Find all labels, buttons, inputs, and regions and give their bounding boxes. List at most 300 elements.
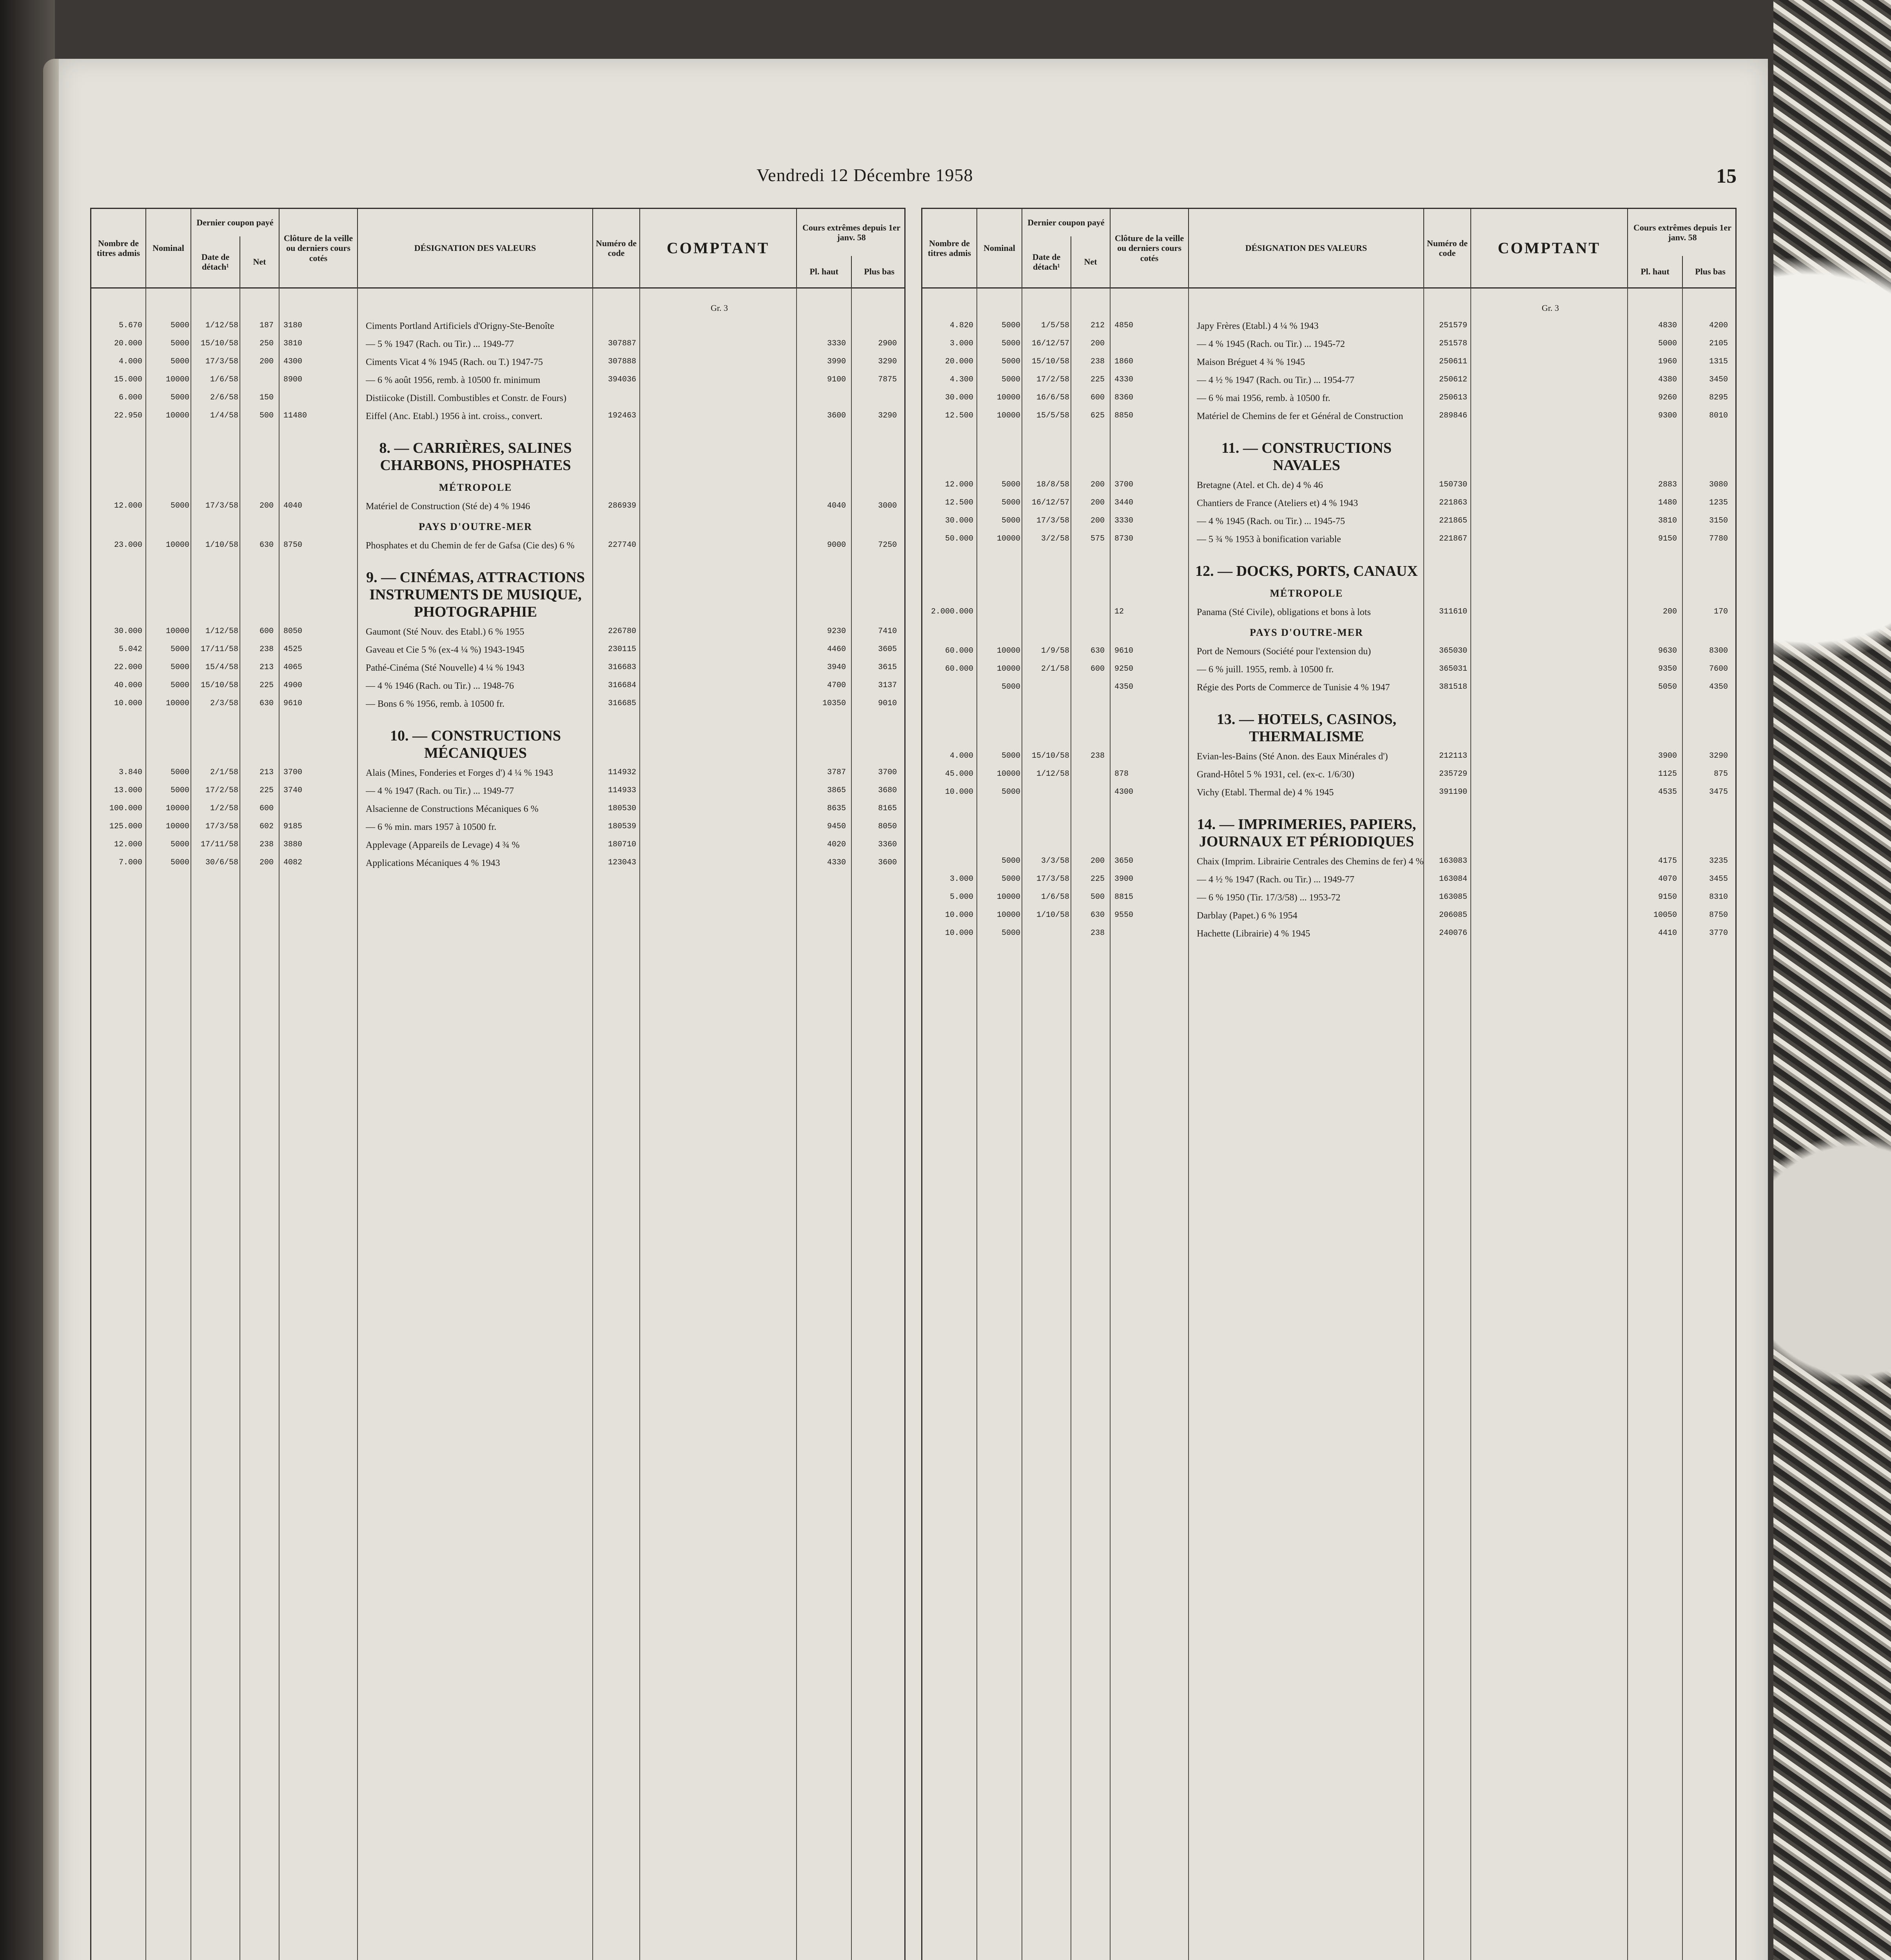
cell-clot: 3740 — [283, 786, 303, 795]
section-line: 8. — CARRIÈRES, SALINES — [379, 440, 572, 456]
cell-des: Darblay (Papet.) 6 % 1954 — [1197, 911, 1298, 921]
listing-row — [922, 476, 1735, 494]
cell-clot: 8815 — [1114, 893, 1134, 902]
cell-date: 16/12/57 — [1031, 339, 1069, 348]
section-title-12 — [1189, 548, 1424, 582]
cell-hi: 3810 — [1658, 516, 1677, 525]
cell-nb: 2.000.000 — [931, 607, 973, 616]
section-line: JOURNAUX ET PÉRIODIQUES — [1199, 833, 1414, 850]
cell-date: 1/4/58 — [210, 411, 238, 420]
cell-des: Distiicoke (Distill. Combustibles et Constr. de Fours) — [366, 393, 566, 403]
cell-hi: 4830 — [1658, 321, 1677, 330]
cell-nom: 5000 — [170, 840, 189, 849]
cell-nb: 5.000 — [949, 893, 973, 902]
cell-lo: 3680 — [878, 786, 897, 795]
cell-des: Matériel de Construction (Sté de) 4 % 1946 — [366, 501, 530, 512]
subsection-outremer: PAYS D'OUTRE-MER — [1250, 627, 1363, 638]
cell-hi: 5000 — [1658, 339, 1677, 348]
cell-hi: 4700 — [827, 681, 846, 690]
cell-nb: 10.000 — [945, 929, 973, 938]
cell-nb: 6.000 — [118, 393, 142, 402]
listing-group — [922, 853, 1735, 943]
cell-lo: 1235 — [1709, 498, 1728, 507]
listing-row — [91, 317, 904, 335]
cell-hi: 4380 — [1658, 375, 1677, 384]
cell-des: — 6 % min. mars 1957 à 10500 fr. — [366, 822, 497, 832]
cell-nom: 5000 — [1001, 751, 1020, 760]
cell-lo: 3360 — [878, 840, 897, 849]
listing-row — [922, 925, 1735, 943]
cell-des: Ciments Portland Artificiels d'Origny-Ste-Benoîte — [366, 321, 554, 331]
cell-code: 381518 — [1439, 682, 1467, 691]
cell-net: 212 — [1090, 321, 1105, 330]
listing-row — [922, 530, 1735, 548]
cell-net: 600 — [259, 627, 274, 636]
cell-hi: 3600 — [827, 411, 846, 420]
cell-hi: 2883 — [1658, 480, 1677, 489]
col-header-cloture: Clôture de la veille ou derniers cours cotés — [1111, 209, 1189, 287]
cell-clot: 8730 — [1114, 534, 1134, 543]
cell-nom: 5000 — [1001, 682, 1020, 691]
cell-hi: 5050 — [1658, 682, 1677, 691]
cell-nb: 125.000 — [109, 822, 142, 831]
listing-group — [922, 642, 1735, 697]
cell-code: 365031 — [1439, 664, 1467, 673]
cell-date: 18/8/58 — [1036, 480, 1069, 489]
cell-nom: 5000 — [1001, 875, 1020, 884]
col-header-extremes: Cours extrêmes depuis 1er janv. 58 — [797, 209, 906, 256]
cell-code: 286939 — [608, 501, 636, 510]
cell-hi: 4460 — [827, 645, 846, 654]
section-title-14 — [1189, 802, 1424, 853]
cell-code: 221863 — [1439, 498, 1467, 507]
listing-row — [922, 317, 1735, 335]
cell-net: 200 — [1090, 498, 1105, 507]
listing-row — [91, 641, 904, 659]
cell-code: 192463 — [608, 411, 636, 420]
left-listing-column — [90, 208, 906, 1960]
cell-clot: 3810 — [283, 339, 303, 348]
cell-code: 180530 — [608, 804, 636, 813]
cell-clot: 4350 — [1114, 682, 1134, 691]
cell-code: 240076 — [1439, 929, 1467, 938]
cell-date: 3/2/58 — [1041, 534, 1069, 543]
cell-date: 17/3/58 — [1036, 516, 1069, 525]
listing-row — [922, 907, 1735, 925]
cell-net: 187 — [259, 321, 274, 330]
listing-row — [91, 389, 904, 407]
cell-net: 225 — [1090, 375, 1105, 384]
cell-des: Ciments Vicat 4 % 1945 (Rach. ou T.) 1947-75 — [366, 357, 543, 367]
cell-net: 200 — [259, 357, 274, 366]
cell-nb: 4.000 — [949, 751, 973, 760]
cell-nb: 12.000 — [114, 840, 142, 849]
cell-date: 1/9/58 — [1041, 646, 1069, 655]
cell-code: 307888 — [608, 357, 636, 366]
cell-des: — 6 % 1950 (Tir. 17/3/58) ... 1953-72 — [1197, 893, 1341, 903]
cell-nom: 10000 — [165, 375, 189, 384]
cell-lo: 3290 — [878, 411, 897, 420]
cell-net: 238 — [259, 840, 274, 849]
cell-nom: 5000 — [1001, 788, 1020, 797]
col-header-titres: Nombre de titres admis — [91, 209, 146, 287]
cell-clot: 11480 — [283, 411, 307, 420]
cell-net: 602 — [259, 822, 274, 831]
cell-clot: 4850 — [1114, 321, 1134, 330]
cell-net: 150 — [259, 393, 274, 402]
group-row — [922, 299, 1735, 317]
cell-nb: 60.000 — [945, 646, 973, 655]
cell-nb: 10.000 — [945, 788, 973, 797]
cell-lo: 7250 — [878, 541, 897, 550]
listing-row — [922, 889, 1735, 907]
cell-lo: 1315 — [1709, 357, 1728, 366]
cell-clot: 878 — [1114, 769, 1129, 779]
cell-des: — 5 % 1947 (Rach. ou Tir.) ... 1949-77 — [366, 339, 514, 349]
cell-hi: 4020 — [827, 840, 846, 849]
cell-code: 311610 — [1439, 607, 1467, 616]
listing-row — [922, 407, 1735, 425]
cell-lo: 8750 — [1709, 911, 1728, 920]
section-line: 13. — HOTELS, CASINOS, — [1216, 711, 1397, 728]
cell-date: 1/12/58 — [205, 321, 238, 330]
cell-lo: 3700 — [878, 768, 897, 777]
listing-row — [922, 853, 1735, 871]
listing-group — [91, 317, 904, 425]
cell-clot: 3440 — [1114, 498, 1134, 507]
cell-lo: 8300 — [1709, 646, 1728, 655]
cell-nom: 10000 — [996, 534, 1020, 543]
cell-nb: 30.000 — [945, 393, 973, 402]
cell-nom: 5000 — [1001, 375, 1020, 384]
cell-des: — 4 ½ % 1947 (Rach. ou Tir.) ... 1949-77 — [1197, 875, 1354, 885]
cell-code: 250612 — [1439, 375, 1467, 384]
col-header-date: Date de détach¹ — [191, 236, 240, 287]
cell-hi: 4410 — [1658, 929, 1677, 938]
cell-code: 394036 — [608, 375, 636, 384]
cell-net: 630 — [259, 541, 274, 550]
cell-des: Hachette (Librairie) 4 % 1945 — [1197, 929, 1310, 939]
cell-lo: 3290 — [878, 357, 897, 366]
cell-code: 316684 — [608, 681, 636, 690]
cell-date: 17/2/58 — [205, 786, 238, 795]
col-header-nominal: Nominal — [977, 209, 1022, 287]
cell-des: Alsacienne de Constructions Mécaniques 6 % — [366, 804, 539, 814]
listing-group — [91, 537, 904, 555]
cell-des: Gaveau et Cie 5 % (ex-4 ¼ %) 1943-1945 — [366, 645, 524, 655]
cell-nb: 22.950 — [114, 411, 142, 420]
cell-nb: 50.000 — [945, 534, 973, 543]
cell-code: 163083 — [1439, 857, 1467, 866]
subsection-outremer: PAYS D'OUTRE-MER — [419, 521, 532, 532]
cell-lo: 3615 — [878, 663, 897, 672]
listing-row — [922, 335, 1735, 353]
cell-lo: 3450 — [1709, 375, 1728, 384]
cell-des: — 6 % mai 1956, remb. à 10500 fr. — [1197, 393, 1330, 403]
listing-row — [91, 764, 904, 782]
cell-des: Chantiers de France (Ateliers et) 4 % 1943 — [1197, 498, 1358, 508]
cell-nb: 10.000 — [114, 699, 142, 708]
col-header-date: Date de détach¹ — [1022, 236, 1071, 287]
cell-nom: 10000 — [165, 822, 189, 831]
listing-row — [91, 836, 904, 854]
listing-group — [91, 497, 904, 515]
cell-hi: 9300 — [1658, 411, 1677, 420]
listing-row — [922, 353, 1735, 371]
cell-lo: 7780 — [1709, 534, 1728, 543]
col-header-code: Numéro de code — [593, 209, 640, 287]
cell-hi: 4330 — [827, 858, 846, 867]
col-header-coupon: Dernier coupon payé — [191, 209, 279, 236]
cell-nb: 45.000 — [945, 769, 973, 779]
cell-nb: 12.500 — [945, 498, 973, 507]
cell-lo: 3000 — [878, 501, 897, 510]
cell-nb: 15.000 — [114, 375, 142, 384]
cell-code: 307887 — [608, 339, 636, 348]
cell-nb: 12.500 — [945, 411, 973, 420]
section-line: MÉCANIQUES — [424, 745, 527, 761]
cell-net: 630 — [1090, 911, 1105, 920]
col-header-plus-haut: Pl. haut — [797, 256, 852, 287]
cell-hi: 9260 — [1658, 393, 1677, 402]
subsection-metropole: MÉTROPOLE — [439, 482, 512, 493]
section-title-9 — [358, 555, 593, 623]
cell-hi: 10350 — [822, 699, 846, 708]
cell-lo: 8010 — [1709, 411, 1728, 420]
cell-code: 230115 — [608, 645, 636, 654]
cell-code: 180710 — [608, 840, 636, 849]
left-table-header — [91, 209, 904, 289]
listing-row — [922, 389, 1735, 407]
cell-des: Régie des Ports de Commerce de Tunisie 4 % 1947 — [1197, 682, 1390, 693]
cell-date: 1/12/58 — [205, 627, 238, 636]
cell-nb: 23.000 — [114, 541, 142, 550]
cell-lo: 8165 — [878, 804, 897, 813]
section-line: 11. — CONSTRUCTIONS — [1221, 440, 1392, 456]
cell-lo: 2105 — [1709, 339, 1728, 348]
cell-nom: 5000 — [1001, 321, 1020, 330]
listing-group — [922, 476, 1735, 548]
cell-clot: 3880 — [283, 840, 303, 849]
cell-clot: 9185 — [283, 822, 303, 831]
cell-des: Gaumont (Sté Nouv. des Etabl.) 6 % 1955 — [366, 627, 524, 637]
cell-lo: 2900 — [878, 339, 897, 348]
cell-lo: 9010 — [878, 699, 897, 708]
cell-clot: 1860 — [1114, 357, 1134, 366]
cell-hi: 10050 — [1653, 911, 1677, 920]
cell-nb: 3.000 — [949, 875, 973, 884]
cell-net: 200 — [1090, 857, 1105, 866]
listing-row — [91, 537, 904, 555]
listing-row — [91, 854, 904, 872]
cell-lo: 3235 — [1709, 857, 1728, 866]
cell-lo: 3770 — [1709, 929, 1728, 938]
cell-nom: 5000 — [1001, 516, 1020, 525]
cell-code: 206085 — [1439, 911, 1467, 920]
cell-nb: 3.840 — [118, 768, 142, 777]
cell-net: 213 — [259, 768, 274, 777]
section-line: NAVALES — [1273, 457, 1340, 474]
listing-row — [91, 497, 904, 515]
cell-des: Applications Mécaniques 4 % 1943 — [366, 858, 500, 868]
cell-nom: 10000 — [165, 804, 189, 813]
cell-nb: 60.000 — [945, 664, 973, 673]
listing-row — [91, 353, 904, 371]
right-listing-column — [921, 208, 1737, 1960]
cell-date: 1/10/58 — [1036, 911, 1069, 920]
col-header-code: Numéro de code — [1424, 209, 1471, 287]
cell-hi: 9630 — [1658, 646, 1677, 655]
cell-lo: 3475 — [1709, 788, 1728, 797]
cell-des: — 4 % 1945 (Rach. ou Tir.) ... 1945-75 — [1197, 516, 1345, 526]
section-line: 10. — CONSTRUCTIONS — [390, 728, 561, 744]
cell-hi: 3787 — [827, 768, 846, 777]
col-header-designation: DÉSIGNATION DES VALEURS — [358, 209, 593, 287]
cell-lo: 3137 — [878, 681, 897, 690]
cell-des: Matériel de Chemins de fer et Général de Construction — [1197, 411, 1403, 421]
cell-net: 225 — [1090, 875, 1105, 884]
cell-lo: 7410 — [878, 627, 897, 636]
cell-date: 17/11/58 — [200, 840, 238, 849]
cell-net: 600 — [259, 804, 274, 813]
listing-row — [922, 494, 1735, 512]
listing-group — [922, 603, 1735, 621]
cell-date: 17/3/58 — [1036, 875, 1069, 884]
cell-hi: 9100 — [827, 375, 846, 384]
cell-date: 17/11/58 — [200, 645, 238, 654]
left-table-body — [91, 287, 904, 1960]
cell-hi: 1125 — [1658, 769, 1677, 779]
cell-code: 180539 — [608, 822, 636, 831]
cell-net: 225 — [259, 786, 274, 795]
cell-lo: 3150 — [1709, 516, 1728, 525]
cell-nb: 22.000 — [114, 663, 142, 672]
cell-nb: 4.300 — [949, 375, 973, 384]
col-header-comptant: COMPTANT — [640, 209, 797, 287]
cell-nom: 10000 — [996, 411, 1020, 420]
cell-nom: 5000 — [170, 339, 189, 348]
listing-row — [91, 335, 904, 353]
cell-nom: 5000 — [170, 663, 189, 672]
cell-des: Pathé-Cinéma (Sté Nouvelle) 4 ¼ % 1943 — [366, 663, 524, 673]
cell-clot: 4330 — [1114, 375, 1134, 384]
cell-clot: 9610 — [1114, 646, 1134, 655]
cell-nb: 30.000 — [114, 627, 142, 636]
cell-hi: 4070 — [1658, 875, 1677, 884]
cell-date: 17/3/58 — [205, 501, 238, 510]
cell-net: 575 — [1090, 534, 1105, 543]
listing-row — [91, 659, 904, 677]
cell-des: Japy Frères (Etabl.) 4 ¼ % 1943 — [1197, 321, 1319, 331]
cell-des: Port de Nemours (Société pour l'extension du) — [1197, 646, 1371, 657]
listing-row — [91, 371, 904, 389]
cell-nom: 5000 — [1001, 339, 1020, 348]
listing-row — [91, 800, 904, 818]
cell-code: 226780 — [608, 627, 636, 636]
cell-net: 200 — [259, 501, 274, 510]
listing-row — [922, 871, 1735, 889]
right-table-body — [922, 287, 1735, 1960]
cell-nom: 10000 — [165, 541, 189, 550]
cell-net: 630 — [259, 699, 274, 708]
listing-row — [922, 748, 1735, 766]
listing-row — [922, 784, 1735, 802]
cell-code: 251579 — [1439, 321, 1467, 330]
page-date: Vendredi 12 Décembre 1958 — [757, 165, 973, 185]
cell-nom: 5000 — [170, 858, 189, 867]
cell-des: — 4 % 1945 (Rach. ou Tir.) ... 1945-72 — [1197, 339, 1345, 349]
listing-group — [922, 317, 1735, 425]
cell-nb: 20.000 — [945, 357, 973, 366]
listing-row — [922, 371, 1735, 389]
cell-nb: 13.000 — [114, 786, 142, 795]
cell-code: 221867 — [1439, 534, 1467, 543]
cell-lo: 3080 — [1709, 480, 1728, 489]
cell-hi: 9150 — [1658, 893, 1677, 902]
cell-nb: 5.670 — [118, 321, 142, 330]
col-header-cloture: Clôture de la veille ou derniers cours cotés — [279, 209, 358, 287]
cell-clot: 3900 — [1114, 875, 1134, 884]
cell-clot: 8360 — [1114, 393, 1134, 402]
bulletin-page — [59, 59, 1768, 1960]
group-label: Gr. 3 — [1542, 303, 1559, 313]
cell-des: Bretagne (Atel. et Ch. de) 4 % 46 — [1197, 480, 1323, 490]
cell-nb: 5.042 — [118, 645, 142, 654]
cell-nb: 100.000 — [109, 804, 142, 813]
cell-code: 212113 — [1439, 751, 1467, 760]
cell-code: 114932 — [608, 768, 636, 777]
section-title-13 — [1189, 697, 1424, 748]
col-header-plus-bas: Plus bas — [864, 267, 895, 277]
cell-code: 250611 — [1439, 357, 1467, 366]
cell-nom: 10000 — [165, 699, 189, 708]
listing-row — [922, 642, 1735, 661]
section-line: 9. — CINÉMAS, ATTRACTIONS — [366, 569, 585, 586]
cell-des: Alais (Mines, Fonderies et Forges d') 4 ¼ % 1943 — [366, 768, 553, 778]
cell-nb: 12.000 — [945, 480, 973, 489]
cell-hi: 1480 — [1658, 498, 1677, 507]
cell-lo: 8050 — [878, 822, 897, 831]
listing-row — [91, 407, 904, 425]
cell-net: 625 — [1090, 411, 1105, 420]
cell-date: 30/6/58 — [205, 858, 238, 867]
right-rows — [922, 299, 1735, 943]
cell-net: 238 — [1090, 751, 1105, 760]
cell-hi: 9000 — [827, 541, 846, 550]
cell-hi: 9350 — [1658, 664, 1677, 673]
cell-clot: 3180 — [283, 321, 303, 330]
listing-row — [922, 679, 1735, 697]
cell-nom: 10000 — [996, 393, 1020, 402]
listing-row — [91, 782, 904, 800]
cell-lo: 3290 — [1709, 751, 1728, 760]
cell-nom: 10000 — [996, 893, 1020, 902]
cell-net: 200 — [1090, 339, 1105, 348]
cell-code: 251578 — [1439, 339, 1467, 348]
page-number: 15 — [1716, 165, 1737, 187]
cell-date: 3/3/58 — [1041, 857, 1069, 866]
cell-lo: 8295 — [1709, 393, 1728, 402]
cell-clot: 4300 — [283, 357, 303, 366]
cell-des: Evian-les-Bains (Sté Anon. des Eaux Minérales d') — [1197, 751, 1388, 762]
cell-nb: 20.000 — [114, 339, 142, 348]
cell-clot: 4300 — [1114, 788, 1134, 797]
cell-des: — 4 % 1946 (Rach. ou Tir.) ... 1948-76 — [366, 681, 514, 691]
cell-clot: 8900 — [283, 375, 303, 384]
cell-code: 365030 — [1439, 646, 1467, 655]
cell-net: 500 — [259, 411, 274, 420]
cell-date: 15/10/58 — [1031, 751, 1069, 760]
